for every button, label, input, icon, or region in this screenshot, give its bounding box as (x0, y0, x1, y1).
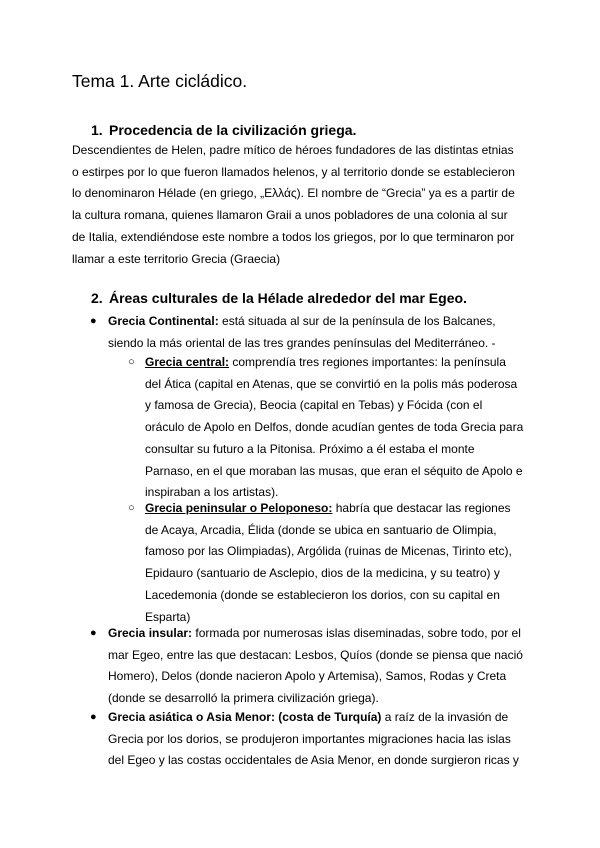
item-text: (donde se desarrolló la primera civilización griega). (108, 691, 379, 706)
sub-item-text: Esparta) (145, 609, 191, 624)
sub-item-text: habría que destacar las regiones (332, 501, 511, 515)
sub-item-text: Lacedemonia (donde se establecieron los dorios, con su capital en (145, 587, 500, 602)
sub-item-peloponeso (145, 498, 512, 628)
sub-item-text: famoso por las Olimpiadas), Argólida (ruinas de Micenas, Tirinto etc), (145, 544, 512, 559)
list-item-grecia-asiatica (108, 707, 519, 772)
sub-item-label: Grecia central: (145, 355, 230, 369)
section-1-title: Procedencia de la civilización griega. (109, 122, 357, 138)
item-text: está situada al sur de la península de los Balcanes, (218, 314, 496, 328)
section-2-number: 2. (91, 290, 103, 306)
item-text: del Egeo y las costas occidentales de Asia Menor, en donde surgieron ricas y (108, 753, 519, 768)
sub-item-text: Epidauro (santuario de Asclepio, dios de la medicina, y su teatro) y (145, 566, 500, 581)
list-item-grecia-continental (108, 311, 496, 354)
section-1-number: 1. (91, 122, 103, 138)
page-title: Tema 1. Arte cicládico. (72, 71, 248, 91)
item-text: a raíz de la invasión de (381, 710, 509, 724)
sub-item-text: comprendía tres regiones importantes: la península (229, 355, 506, 369)
section-2-heading (91, 290, 467, 306)
section-1-paragraph (72, 140, 532, 270)
bullet-icon: ● (90, 315, 97, 327)
sub-item-grecia-central (145, 352, 523, 504)
sub-item-text: oráculo de Apolo en Delfos, donde acudían gentes de toda Grecia para (145, 420, 524, 435)
item-text: siendo la más oriental de las tres grandes penínsulas del Mediterráneo. - (108, 335, 496, 350)
item-text: Grecia por los dorios, se produjeron importantes migraciones hacia las islas (108, 731, 511, 746)
item-text: Homero), Delos (donde nacieron Apolo y Artemisa), Samos, Rodas y Creta (108, 669, 507, 684)
paragraph-line: llamar a este territorio Grecia (Graecia) (72, 251, 281, 266)
sub-bullet-icon: ○ (128, 502, 135, 514)
paragraph-line: o estirpes por lo que fueron llamados helenos, y al territorio donde se establecieron (72, 164, 515, 179)
item-label: Grecia insular: (108, 626, 193, 640)
sub-item-text: del Ática (capital en Atenas, que se convirtió en la polis más poderosa (145, 376, 518, 391)
section-2-title: Áreas culturales de la Hélade alrededor del mar Egeo. (109, 290, 467, 306)
item-text: formada por numerosas islas diseminadas, sobre todo, por el (192, 626, 521, 640)
sub-item-text: inspiraban a los artistas). (145, 485, 279, 500)
paragraph-line: Descendientes de Helen, padre mítico de héroes fundadores de las distintas etnias (72, 143, 514, 157)
paragraph-line: de Italia, extendiéndose este nombre a todos los griegos, por lo que terminaron por (72, 229, 515, 244)
paragraph-line: lo denominaron Hélade (en griego, „Ελλάς). El nombre de “Grecia” ya es a partir de (72, 186, 515, 201)
paragraph-line: la cultura romana, quienes llamaron Graii a unos pobladores de una colonia al sur (72, 208, 508, 223)
sub-item-text: de Acaya, Arcadia, Élida (donde se ubica en santuario de Olimpia, (145, 522, 497, 537)
list-item-grecia-insular (108, 623, 523, 710)
item-label: Grecia asiática o Asia Menor: (costa de Turquía) (108, 710, 382, 724)
item-label: Grecia Continental: (108, 314, 219, 328)
item-text: mar Egeo, entre las que destacan: Lesbos, Quíos (donde se piensa que nació (108, 647, 523, 662)
sub-bullet-icon: ○ (128, 356, 135, 368)
bullet-icon: ● (90, 711, 97, 723)
section-1-heading (91, 122, 356, 138)
sub-item-text: y famosa de Grecia), Beocia (capital en Tebas) y Fócida (con el (145, 398, 483, 413)
bullet-icon: ● (90, 627, 97, 639)
sub-item-text: Parnaso, en el que moraban las musas, que eran el séquito de Apolo e (145, 463, 523, 478)
sub-item-text: consultar su futuro a la Pitonisa. Próximo a él estaba el monte (145, 441, 475, 456)
sub-item-label: Grecia peninsular o Peloponeso: (145, 501, 333, 515)
